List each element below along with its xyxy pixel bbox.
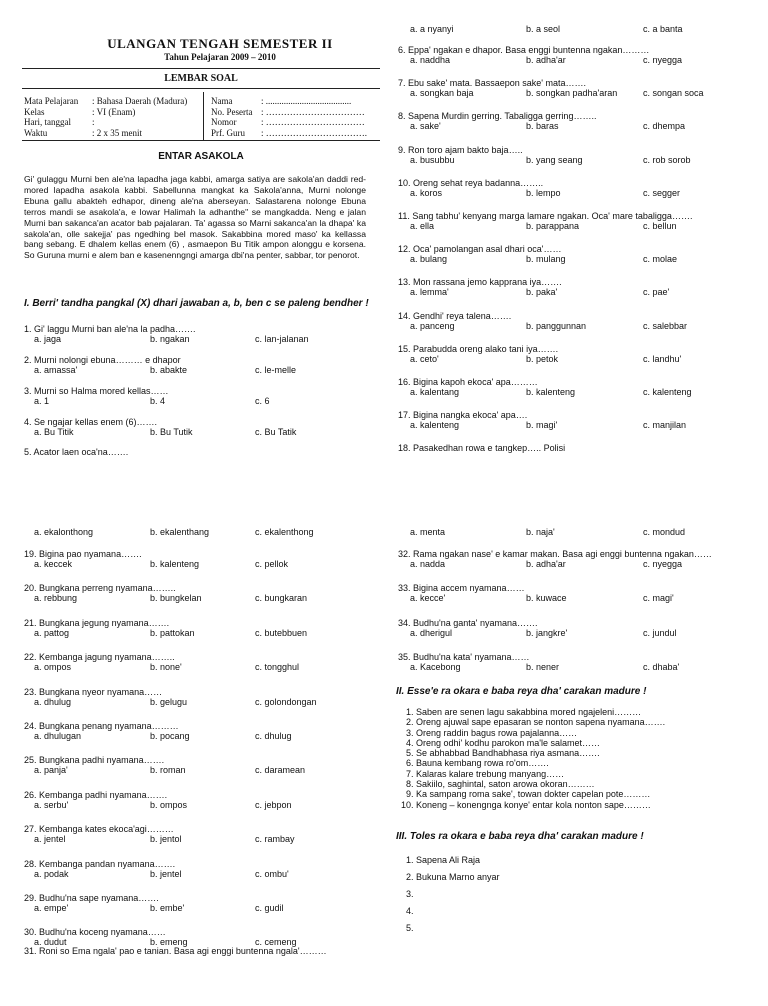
question-17 (398, 410, 748, 430)
question-31: 31. Roni so Ema ngala' pao e tanian. Basa agi enggi buntenna ngala'……… (24, 946, 327, 956)
question-text: 20. Bungkana perreng nyamana…….. (24, 583, 176, 594)
option-b[interactable]: b. lempo (526, 187, 561, 198)
option-a[interactable]: a. kecce' (410, 593, 446, 604)
reading-passage: Gi' gulaggu Murni ben ale'na lapadha jaga kabbi, amarga satiya are sakola'an daddi red-mored lapadha asakola kabbi. Sabellunna mangkat ka Sakola'anna, Murni nolonge Ebuna gallu abakteh edhapor, dineng ale'na aberseyan. Salastarena nolonge Ebuna terros mandi se asakola'a, e lowar Halimah la adhanthe" se mangkadda. Neng e jalan Murni ban sakanca'an acator bab pajalaran. Ta' agassa so Marni sakanca'an la dhapa' ka sakola'an, olle sakejja' pas ngedhing bel masok. Sakabbina mored maso' ka kellassa bang sebang. E dhalem kellas enem (6) , asmaepon Bu Titik ampon alonggu e korsena. So Guruna murni e alem ban e kasenenngngi amarga dbi'na penter, sabbar, tor penorot. (24, 174, 366, 261)
option-a[interactable]: a. dherigul (410, 627, 453, 638)
question-text: 8. Sapena Murdin gerring. Tabaligga gerring…….. (398, 111, 597, 122)
option-c[interactable]: c. landhu' (643, 353, 682, 364)
question-13 (398, 277, 748, 297)
option-a[interactable]: a. podak (34, 868, 69, 879)
info-row (211, 128, 367, 139)
option-b[interactable]: b. 4 (150, 396, 166, 406)
divider-line (22, 68, 380, 69)
options-row (34, 396, 374, 406)
option-a[interactable]: a. dhulugan (34, 731, 82, 741)
option-c[interactable]: c. mondud (643, 527, 686, 537)
question-14 (398, 311, 748, 331)
options-row (408, 88, 748, 98)
list-item (416, 920, 500, 937)
list-item: 1. Saben are senen lagu sakabbina mored ngajeleni……… (416, 707, 665, 717)
info-right (211, 96, 367, 138)
option-a[interactable]: a. dudut (34, 937, 67, 948)
option-b[interactable]: b. bungkelan (150, 593, 202, 604)
section-1-instruction: I. Berri' tandha pangkal (X) dhari jawaban a, b, ben c se paleng bendher ! (24, 298, 369, 309)
section-2-instruction: II. Esse'e ra okara e baba reya dha' carakan madure ! (396, 686, 647, 697)
question-text: 12. Oca' pamolangan asal dhari oca'…… (398, 244, 562, 255)
question-10 (398, 178, 748, 198)
divider-line (22, 88, 380, 89)
option-b[interactable]: b. pattokan (150, 627, 195, 638)
info-label: Mata Pelajaran (24, 96, 79, 106)
question-text: 11. Sang tabhu' kenyang marga lamare ngakan. Oca' mare tabaligga……. (398, 211, 693, 221)
option-a[interactable]: a. ceto' (410, 353, 439, 364)
question-text: 4. Se ngajar kellas enem (6)……. (24, 417, 158, 427)
question-8 (398, 111, 748, 131)
info-label: No. Peserta (211, 106, 253, 117)
option-a[interactable]: a. kalentang (410, 387, 460, 397)
question-text: 1. Gi' laggu Murni ban ale'na la padha……. (24, 324, 196, 334)
options-row (408, 354, 748, 364)
question-28 (24, 859, 374, 879)
sheet-label: LEMBAR SOAL (164, 73, 238, 84)
options-row (408, 593, 748, 603)
option-a[interactable]: a. menta (410, 527, 446, 537)
option-a[interactable]: a. panceng (410, 320, 455, 331)
question-4 (24, 417, 374, 437)
option-c[interactable]: c. kalenteng (643, 387, 692, 397)
option-c[interactable]: c. jundul (643, 627, 677, 638)
question-9 (398, 145, 748, 165)
list-item: 4. Oreng odhi' kodhu parokon ma'le salamet…… (416, 738, 665, 748)
question-12 (398, 244, 748, 264)
question-text: 25. Bungkana padhi nyamana……. (24, 755, 165, 766)
question-26 (24, 790, 374, 810)
option-a[interactable]: a. songkan baja (410, 88, 474, 99)
question-30 (24, 927, 374, 947)
option-b[interactable]: b. petok (526, 353, 559, 364)
question-5: 5. Acator laen oca'na……. (24, 447, 129, 457)
question-7 (398, 78, 748, 98)
options-row (34, 593, 374, 603)
option-b[interactable]: b. jentel (150, 868, 182, 879)
question-text: 3. Murni so Halma mored kellas…… (24, 386, 169, 396)
info-label: Waktu (24, 127, 48, 138)
option-b[interactable]: b. ngakan (150, 334, 190, 344)
option-b[interactable]: b. pocang (150, 731, 190, 741)
option-c[interactable]: c. ekalenthong (255, 527, 314, 537)
options-row (410, 527, 750, 537)
option-a[interactable]: a. busubbu (410, 154, 455, 165)
option-b[interactable]: b. kuwace (526, 593, 567, 604)
info-divider (203, 92, 204, 140)
reading-title: ENTAR ASAKOLA (158, 151, 244, 162)
option-b[interactable]: b. ekalenthang (150, 527, 210, 537)
question-3 (24, 386, 374, 406)
option-a[interactable]: a. ella (410, 221, 435, 231)
option-b[interactable]: b. ompos (150, 799, 188, 810)
option-c[interactable]: c. salebbar (643, 320, 688, 331)
option-a[interactable]: a. keccek (34, 559, 73, 569)
options-row (408, 188, 748, 198)
options-row (408, 420, 748, 430)
list-item: 8. Sakiilo, saghintal, saton arowa okoran……… (416, 779, 665, 789)
question-21 (24, 618, 374, 638)
info-value: : Bahasa Daerah (Madura) (92, 96, 188, 106)
option-a[interactable]: a. Bu Titik (34, 427, 74, 437)
option-c[interactable]: c. bellun (643, 221, 677, 231)
options-row (408, 121, 748, 131)
option-c[interactable]: c. golondongan (255, 696, 317, 707)
option-a[interactable]: a. koros (410, 187, 443, 198)
option-a[interactable]: a. serbu' (34, 799, 69, 810)
info-label: Prf. Guru (211, 127, 245, 138)
list-item: 5. Se abhabbad Bandhabhasa riya asmana……. (416, 748, 665, 758)
list-item: 2. Oreng ajuwal sape epasaran se nonton sapena nyamana……. (416, 717, 665, 727)
option-c[interactable]: c. rambay (255, 834, 295, 845)
question-text: 7. Ebu sake' mata. Bassaepon sake' mata……. (398, 78, 587, 89)
options-row (34, 903, 374, 913)
info-value: : VI (Enam) (92, 106, 136, 117)
option-b[interactable]: b. naja' (526, 527, 555, 537)
list-item: 10. Koneng – konengnga konye' entar kola nonton sape……… (416, 800, 665, 810)
question-text: 13. Mon rassana jemo kapprana iya……. (398, 277, 562, 288)
option-c[interactable]: c. molae (643, 254, 678, 265)
exam-title: ULANGAN TENGAH SEMESTER II (107, 36, 333, 51)
option-c[interactable]: c. segger (643, 187, 681, 198)
info-row (24, 96, 187, 107)
question-text: 24. Bungkana penang nyamana……… (24, 721, 179, 731)
list-item: 3. Oreng raddin bagus rowa pajalanna…… (416, 728, 665, 738)
question-15 (398, 344, 748, 364)
option-b[interactable]: b. panggunnan (526, 320, 587, 331)
info-label: Nama (211, 96, 233, 106)
list-item: 9. Ka sampang roma sake', towan dokter capelan pote……… (416, 789, 665, 799)
question-29 (24, 893, 374, 913)
options-row (34, 334, 374, 344)
options-row (408, 662, 748, 672)
option-c[interactable]: c. a banta (643, 24, 683, 34)
list-item (416, 886, 500, 903)
option-b[interactable]: b. kalenteng (526, 387, 576, 397)
info-label: Nomor (211, 117, 237, 127)
option-a[interactable]: a. rebbung (34, 593, 78, 604)
option-b[interactable]: b. baras (526, 121, 559, 132)
option-b[interactable]: b. jangkre' (526, 627, 568, 638)
options-row (408, 321, 748, 331)
option-b[interactable]: b. adha'ar (526, 55, 566, 65)
option-b[interactable]: b. magi' (526, 420, 558, 431)
option-a[interactable]: a. 1 (34, 396, 50, 406)
option-b[interactable]: b. Bu Tutik (150, 427, 193, 437)
info-label: Hari, tanggal (24, 117, 71, 127)
exam-subtitle: Tahun Pelajaran 2009 – 2010 (164, 52, 276, 62)
option-b[interactable]: b. adha'ar (526, 559, 566, 569)
options-row (34, 628, 374, 638)
option-a[interactable]: a. nadda (410, 559, 446, 569)
option-b[interactable]: b. embe' (150, 903, 185, 913)
question-2 (24, 355, 374, 375)
question-11 (398, 211, 748, 231)
options-row (408, 55, 748, 65)
option-b[interactable]: b. jentol (150, 834, 182, 845)
option-a[interactable]: a. ompos (34, 662, 72, 673)
options-row (34, 365, 374, 375)
question-32 (398, 549, 748, 569)
question-text: 35. Budhu'na kata' nyamana…… (398, 652, 530, 663)
question-text: 33. Bigina accem nyamana…… (398, 583, 525, 594)
divider-line (22, 140, 380, 141)
option-b[interactable]: b. roman (150, 765, 186, 776)
option-c[interactable]: c. tongghul (255, 662, 300, 673)
options-row (34, 427, 374, 437)
question-text: 23. Bungkana nyeor nyamana…… (24, 686, 163, 697)
option-b[interactable]: b. gelugu (150, 696, 188, 707)
options-row (34, 559, 374, 569)
option-b[interactable]: b. kalenteng (150, 559, 200, 569)
option-c[interactable]: c. dhulug (255, 731, 292, 741)
info-value[interactable]: : …………………………… (261, 106, 365, 117)
option-b[interactable]: b. emeng (150, 937, 188, 948)
info-label: Kelas (24, 106, 45, 117)
section-3-instruction: III. Toles ra okara e baba reya dha' carakan madure ! (396, 831, 644, 842)
info-row (24, 107, 187, 118)
list-item (416, 903, 500, 920)
question-6 (398, 45, 748, 65)
option-c[interactable]: c. magi' (643, 593, 674, 604)
info-value[interactable]: : …………………………… (261, 117, 365, 127)
option-c[interactable]: c. le-melle (255, 365, 297, 375)
question-text: 32. Rama ngakan nase' e kamar makan. Basa agi enggi buntenna ngakan…… (398, 549, 712, 559)
option-c[interactable]: c. gudil (255, 903, 284, 913)
option-c[interactable]: c. cemeng (255, 937, 297, 948)
options-row (408, 387, 748, 397)
option-c[interactable]: c. nyegga (643, 559, 683, 569)
question-text: 30. Budhu'na koceng nyamana…… (24, 927, 166, 938)
option-b[interactable]: b. songkan padha'aran (526, 88, 618, 99)
options-row (34, 765, 374, 775)
question-text: 34. Budhu'na ganta' nyamana……. (398, 617, 538, 628)
question-16 (398, 377, 748, 397)
option-a[interactable]: a. pattog (34, 627, 70, 638)
option-c[interactable]: c. pellok (255, 559, 289, 569)
option-b[interactable]: b. a seol (526, 24, 561, 34)
options-row (34, 834, 374, 844)
options-row (408, 559, 748, 569)
info-left (24, 96, 187, 138)
option-c[interactable]: c. manjilan (643, 420, 687, 431)
options-row (34, 731, 374, 741)
options-row (34, 527, 374, 537)
info-row (211, 107, 367, 118)
question-text: 16. Bigina kapoh ekoca' apa……… (398, 377, 538, 387)
option-a[interactable]: a. empe' (34, 903, 69, 913)
list-item: 7. Kalaras kalare trebung manyang…… (416, 769, 665, 779)
question-text: 21. Bungkana jegung nyamana……. (24, 617, 170, 628)
options-row (408, 155, 748, 165)
option-a[interactable]: a. jaga (34, 334, 62, 344)
option-c[interactable]: c. butebbuen (255, 627, 308, 638)
option-c[interactable]: c. rob sorob (643, 154, 691, 165)
option-c[interactable]: c. bungkaran (255, 593, 308, 604)
question-text: 28. Kembanga pandan nyamana……. (24, 858, 176, 869)
list-item: 2. Bukuna Marno anyar (416, 869, 500, 886)
info-value[interactable]: : ……………………………. (261, 127, 368, 138)
options-row (408, 287, 748, 297)
option-b[interactable]: b. parappana (526, 221, 580, 231)
question-text: 2. Murni nolongi ebuna……… e dhapor (24, 355, 181, 365)
question-23 (24, 687, 374, 707)
option-c[interactable]: c. dhempa (643, 121, 686, 132)
options-row (34, 869, 374, 879)
question-text: 19. Bigina pao nyamana……. (24, 549, 142, 559)
question-text: 17. Bigina nangka ekoca' apa…. (398, 410, 528, 421)
option-c[interactable]: c. dhaba' (643, 662, 680, 673)
option-c[interactable]: c. Bu Tatik (255, 427, 297, 437)
option-a[interactable]: a. bulang (410, 254, 448, 265)
option-c[interactable]: c. nyegga (643, 55, 683, 65)
option-a[interactable]: a. naddha (410, 55, 451, 65)
info-row (211, 117, 367, 128)
info-value: : (92, 117, 95, 127)
info-row (24, 117, 187, 128)
question-19 (24, 549, 374, 569)
option-a[interactable]: a. sake' (410, 121, 441, 132)
question-text: 26. Kembanga padhi nyamana……. (24, 789, 168, 800)
question-18: 18. Pasakedhan rowa e tangkep….. Polisi (398, 443, 566, 453)
question-27 (24, 824, 374, 844)
option-b[interactable]: b. none' (150, 662, 182, 673)
option-a[interactable]: a. dhulug (34, 696, 72, 707)
options-row (408, 221, 748, 231)
option-c[interactable]: c. lan-jalanan (255, 334, 309, 344)
list-item: 6. Bauna kembang rowa ro'om……. (416, 758, 665, 768)
option-c[interactable]: c. 6 (255, 396, 270, 406)
section-3-list (396, 852, 500, 937)
question-text: 9. Ron toro ajam bakto baja….. (398, 144, 523, 155)
option-a[interactable]: a. Kacebong (410, 662, 461, 673)
question-text: 22. Kembanga jagung nyamana…….. (24, 652, 175, 663)
question-20 (24, 583, 374, 603)
option-b[interactable]: b. paka' (526, 287, 558, 298)
question-35 (398, 652, 748, 672)
options-row (410, 24, 750, 34)
question-text: 29. Budhu'na sape nyamana……. (24, 893, 159, 903)
question-text: 15. Parabudda oreng alako tani iya……. (398, 343, 559, 354)
option-c[interactable]: c. pae' (643, 287, 670, 298)
option-a[interactable]: a. panja' (34, 765, 68, 776)
question-text: 27. Kembanga kates ekoca'agi……… (24, 824, 174, 835)
question-24 (24, 721, 374, 741)
question-25 (24, 755, 374, 775)
options-row (34, 662, 374, 672)
option-a[interactable]: a. lemma' (410, 287, 449, 298)
info-row (24, 128, 187, 139)
options-row (408, 254, 748, 264)
question-22 (24, 652, 374, 672)
option-a[interactable]: a. kalenteng (410, 420, 460, 431)
info-value[interactable]: : ...................................... (261, 96, 352, 106)
question-1 (24, 324, 374, 344)
question-text: 6. Eppa' ngakan e dhapor. Basa enggi buntenna ngakan……… (398, 45, 650, 55)
options-row (34, 697, 374, 707)
option-c[interactable]: c. daramean (255, 765, 306, 776)
question-text: 10. Oreng sehat reya badanna…….. (398, 177, 544, 188)
option-a[interactable]: a. ekalonthong (34, 527, 94, 537)
question-text: 14. Gendhi' reya talena……. (398, 310, 512, 321)
option-b[interactable]: b. mulang (526, 254, 566, 265)
options-row (34, 800, 374, 810)
question-34 (398, 618, 748, 638)
option-a[interactable]: a. jentel (34, 834, 66, 845)
option-c[interactable]: c. jebpon (255, 799, 292, 810)
option-a[interactable]: a. a nyanyi (410, 24, 454, 34)
info-value: : 2 x 35 menit (92, 127, 142, 138)
options-row (408, 628, 748, 638)
question-33 (398, 583, 748, 603)
list-item: 1. Sapena Ali Raja (416, 852, 500, 869)
section-2-list (396, 707, 665, 810)
option-b[interactable]: b. yang seang (526, 154, 583, 165)
option-c[interactable]: c. ombu' (255, 868, 289, 879)
option-a[interactable]: a. amassa' (34, 365, 78, 375)
option-c[interactable]: c. songan soca (643, 88, 704, 99)
option-b[interactable]: b. nener (526, 662, 560, 673)
option-b[interactable]: b. abakte (150, 365, 188, 375)
info-row (211, 96, 367, 107)
